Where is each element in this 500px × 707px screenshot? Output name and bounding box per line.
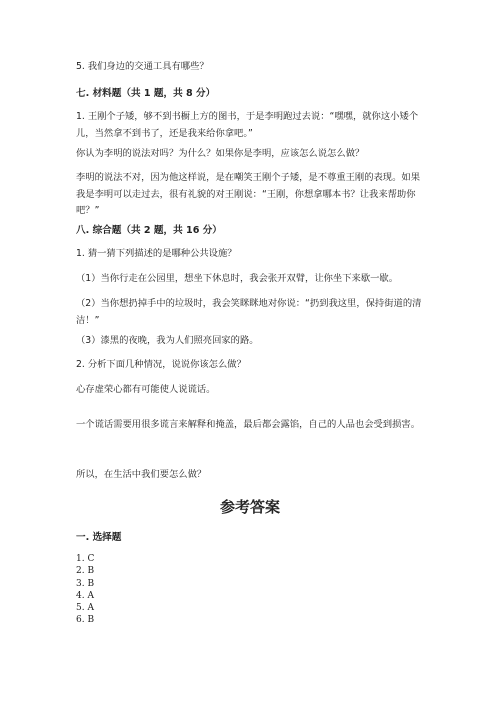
section-8-question-1: 1. 猜一猜下列描述的是哪种公共设施？ <box>76 248 237 259</box>
section-8-question-2-line-2: 一个谎话需要用很多谎言来解释和掩盖，最后都会露馅，自己的人品也会受到损害。 <box>76 419 420 430</box>
answer-item: 4. A <box>76 590 94 601</box>
section-7-heading: 七. 材料题（共 1 题，共 8 分） <box>76 88 216 99</box>
answer-item: 1. C <box>76 554 95 564</box>
section-7-question-1-answer: 李明的说法不对，因为他这样说，是在嘲笑王刚个子矮，是不尊重王刚的表现。如果我是李明可以走过去，很有礼貌的对王刚说：“王刚，你想拿哪本书？让我来帮助你吧？” <box>76 172 420 216</box>
answer-section-1-heading: 一. 选择题 <box>76 532 122 543</box>
section-8-question-2-line-1: 心存虚荣心都有可能使人说谎话。 <box>76 384 216 395</box>
section-8-question-1-item-3: （3）漆黑的夜晚，我为人们照亮回家的路。 <box>76 335 259 346</box>
answer-list <box>76 553 94 627</box>
section-8-question-2: 2. 分析下面几种情况，说说你该怎么做？ <box>76 359 246 370</box>
section-7-question-1-prompt: 你认为李明的说法对吗？为什么？如果你是李明，应该怎么说怎么做？ <box>76 148 365 159</box>
section-7-question-1: 1. 王刚个子矮，够不到书橱上方的图书，于是李明跑过去说：“嘿嘿，就你这小矮个儿，当然拿不到书了，还是我来给你拿吧。” <box>76 111 419 139</box>
section-8-question-2-line-3: 所以，在生活中我们要怎么做？ <box>76 469 207 480</box>
section-8-question-1-item-1: （1）当你行走在公园里，想坐下休息时，我会张开双臂，让你坐下来歇一歇。 <box>76 273 399 284</box>
answer-item: 3. B <box>76 578 95 589</box>
section-8-question-1-item-2: （2）当你想扔掉手中的垃圾时，我会笑眯眯地对你说：“扔到我这里，保持街道的清洁！” <box>76 298 422 326</box>
section-8-heading: 八. 综合题（共 2 题，共 16 分） <box>76 225 222 236</box>
question-5: 5. 我们身边的交通工具有哪些？ <box>76 61 209 72</box>
answer-item: 2. B <box>76 566 95 577</box>
answer-item: 6. B <box>76 615 95 626</box>
answer-title: 参考答案 <box>219 498 280 516</box>
answer-item: 5. A <box>76 603 94 614</box>
